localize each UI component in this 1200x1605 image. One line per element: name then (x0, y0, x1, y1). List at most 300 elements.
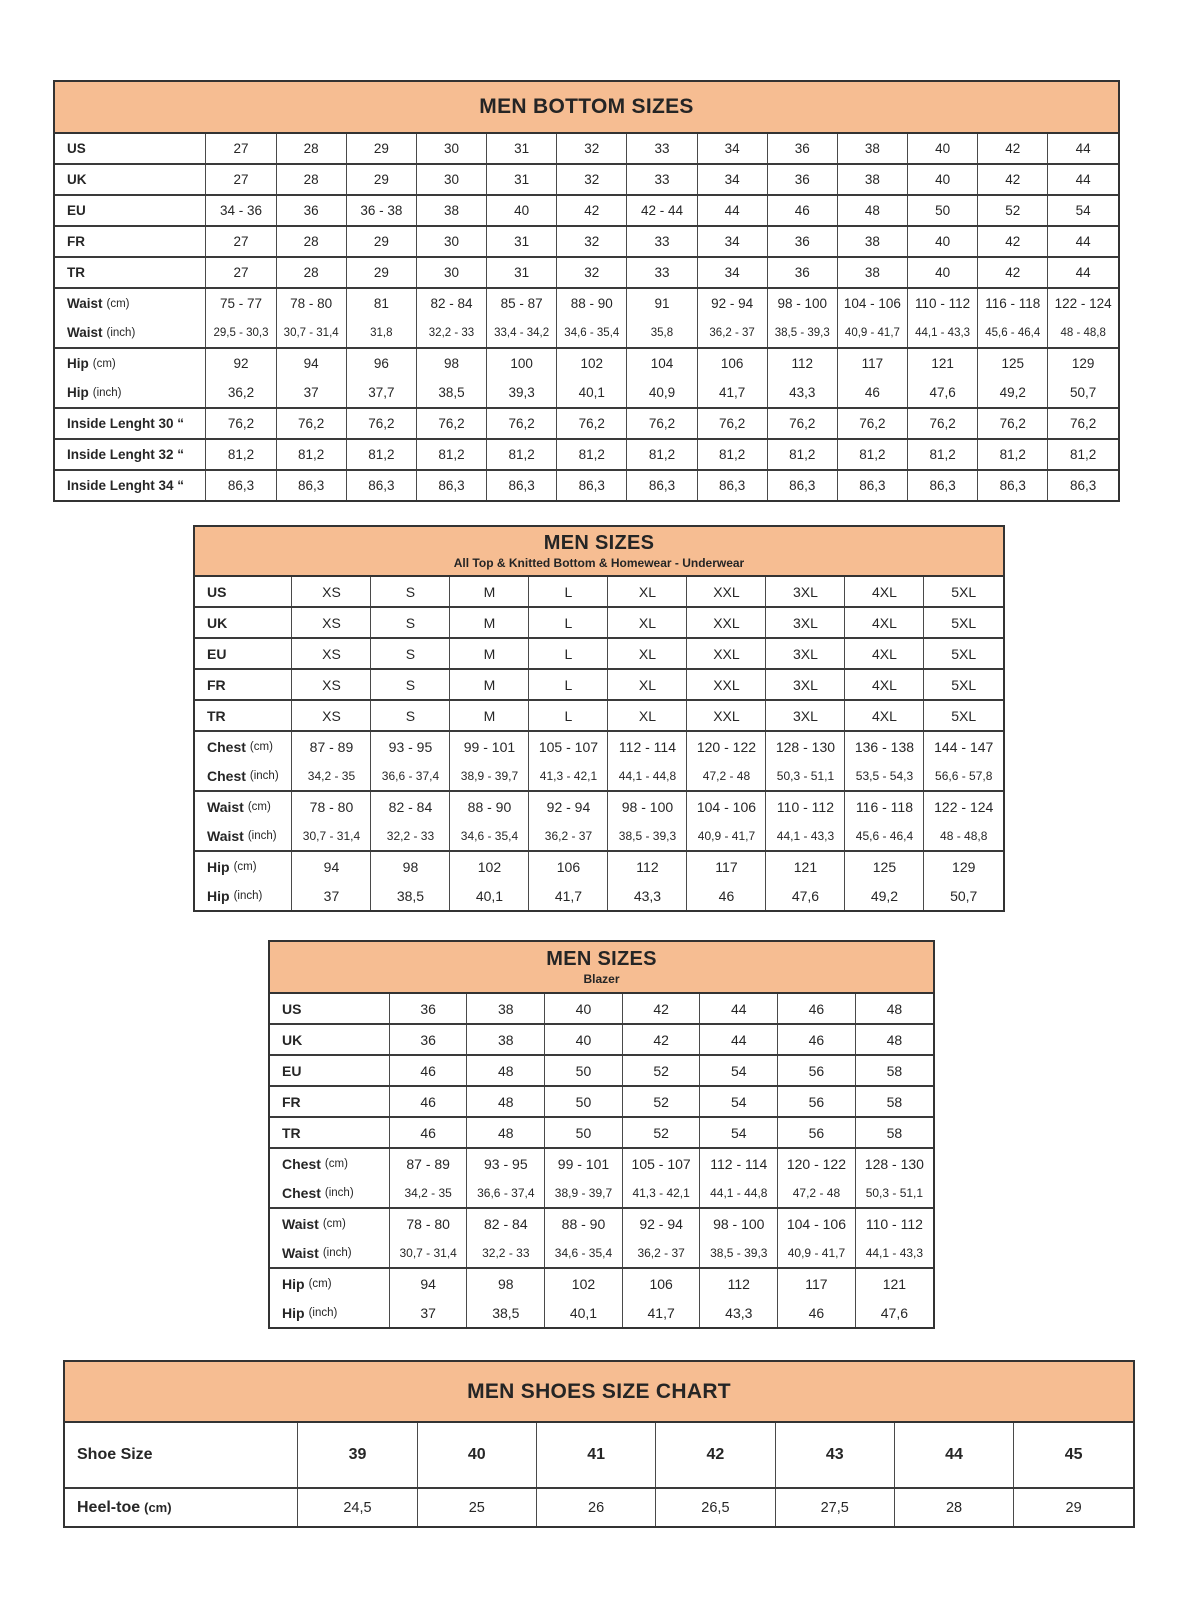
table-cell (608, 791, 687, 851)
table-cell (767, 164, 837, 195)
table-row (55, 470, 1118, 500)
men-blazer-sizes-table (268, 940, 935, 1329)
cell-value: 4XL (871, 676, 897, 693)
cell-value: 40,1 (569, 1304, 598, 1321)
table-cell (855, 1148, 933, 1208)
cell-value: 29 (1065, 1499, 1082, 1516)
row-label-text: Waist (207, 798, 244, 815)
table-cell (416, 257, 486, 288)
table-cell (389, 1208, 467, 1268)
cell-value: 42 (1005, 141, 1021, 156)
table-cell (346, 470, 416, 500)
cell-value: 110 - 112 (865, 1215, 923, 1232)
table-row (55, 134, 1118, 164)
cell-value: 38 (864, 172, 880, 187)
table-cell (978, 195, 1048, 226)
cell-value: 43,3 (725, 1304, 753, 1321)
row-label (55, 195, 206, 226)
row-label (195, 731, 292, 791)
table-row (270, 1086, 933, 1117)
row-label-line (55, 227, 205, 256)
table-cell (855, 1024, 933, 1055)
cell-value: 47,6 (929, 385, 956, 400)
cell-value: 45 (1064, 1446, 1083, 1463)
cell-value: 81,2 (648, 447, 676, 462)
table-header (65, 1362, 1133, 1423)
cell-value: 48 (886, 1000, 903, 1017)
cell-value: M (483, 707, 496, 724)
table-cell (416, 288, 486, 348)
row-label-unit: (inch) (322, 1246, 352, 1259)
row-label-text: US (282, 1000, 302, 1017)
table-row (55, 226, 1118, 257)
table-cell (276, 134, 346, 164)
cell-value: 92 - 94 (711, 296, 754, 311)
table-cell (978, 134, 1048, 164)
cell-value: 34,6 - 35,4 (564, 326, 620, 339)
table-cell (700, 1117, 778, 1148)
row-label (55, 164, 206, 195)
table-cell (346, 439, 416, 470)
cell-value: 76,2 (578, 416, 605, 431)
table-cell (924, 791, 1003, 851)
table-cell (467, 1024, 545, 1055)
cell-value: S (405, 676, 416, 693)
table-cell (346, 288, 416, 348)
table-cell (656, 1488, 775, 1526)
cell-value: 50 (575, 1124, 592, 1141)
cell-value: 38,5 - 39,3 (618, 828, 677, 843)
row-label-text: TR (67, 265, 85, 280)
cell-value: 40 (935, 172, 951, 187)
table-cell (416, 439, 486, 470)
row-label (195, 851, 292, 910)
row-label (270, 1148, 389, 1208)
cell-value: 46 (420, 1093, 436, 1110)
cell-value: 44 (724, 203, 740, 218)
cell-value: 39,3 (508, 385, 535, 400)
table-cell (1048, 226, 1118, 257)
row-label-unit: (cm) (233, 860, 257, 873)
table-cell (766, 700, 845, 731)
cell-value: 58 (886, 1124, 903, 1141)
cell-value: 50 (935, 203, 951, 218)
table-cell (545, 1208, 623, 1268)
cell-value: 44,1 - 43,3 (865, 1245, 924, 1260)
table-cell (298, 1488, 417, 1526)
cell-value: 38 (498, 1000, 514, 1017)
table-cell (627, 164, 697, 195)
row-label-text: Chest (282, 1184, 321, 1201)
row-label-line (55, 196, 205, 225)
cell-value: XS (322, 707, 341, 724)
table-row (55, 195, 1118, 226)
cell-value: 92 (233, 356, 249, 371)
table-cell (545, 1086, 623, 1117)
cell-value: 52 (653, 1093, 669, 1110)
row-label-line (195, 608, 291, 637)
cell-value: 32,2 - 33 (386, 828, 435, 843)
cell-value: 34 (724, 172, 740, 187)
cell-value: 40,1 (578, 385, 605, 400)
cell-value: L (564, 645, 573, 662)
size-grid (65, 1423, 1133, 1526)
table-cell (450, 577, 529, 607)
cell-value: 40 (935, 141, 951, 156)
row-label-text: Chest (282, 1155, 321, 1172)
cell-value: 28 (303, 265, 319, 280)
cell-value: 38,5 - 39,3 (710, 1245, 768, 1260)
table-cell (487, 134, 557, 164)
cell-value: 33 (654, 172, 670, 187)
table-cell (775, 1423, 894, 1488)
cell-value: 105 - 107 (538, 738, 599, 755)
cell-value: 48 (498, 1062, 514, 1079)
table-cell (924, 577, 1003, 607)
cell-value: 99 - 101 (463, 738, 516, 755)
cell-value: 54 (1075, 203, 1091, 218)
cell-value: 117 (861, 356, 884, 371)
cell-value: 36,2 - 37 (709, 326, 755, 339)
cell-value: 76,2 (929, 416, 956, 431)
table-cell (627, 134, 697, 164)
table-cell (687, 700, 766, 731)
size-grid (270, 994, 933, 1327)
cell-value: 81,2 (227, 447, 255, 462)
table-cell (978, 408, 1048, 439)
table-cell (978, 226, 1048, 257)
table-cell (767, 470, 837, 500)
cell-value: 102 (571, 1275, 596, 1292)
row-label-line (270, 1118, 389, 1147)
cell-value: 56 (808, 1124, 825, 1141)
row-label-line (55, 165, 205, 194)
cell-value: 42 (1005, 265, 1021, 280)
cell-value: 30 (443, 141, 459, 156)
table-cell (908, 195, 978, 226)
men-top-sizes-table (193, 525, 1005, 912)
row-label-text: EU (282, 1062, 302, 1079)
table-cell (622, 1117, 700, 1148)
table-row (195, 607, 1003, 638)
table-cell (545, 1024, 623, 1055)
table-cell (371, 669, 450, 700)
row-label-line (195, 821, 291, 850)
table-cell (545, 994, 623, 1024)
table-cell (417, 1488, 536, 1526)
row-label-unit: (cm) (106, 297, 130, 310)
cell-value: 98 - 100 (713, 1215, 765, 1232)
row-label-unit: (cm) (322, 1217, 346, 1230)
table-cell (697, 470, 767, 500)
row-label-line (270, 1298, 389, 1327)
table-row (195, 851, 1003, 910)
row-label-text: TR (207, 707, 226, 724)
cell-value: 50,7 (950, 887, 978, 904)
cell-value: 38 (864, 234, 880, 249)
cell-value: 34,6 - 35,4 (460, 828, 519, 843)
row-label-text: Waist (207, 827, 244, 844)
cell-value: 102 (580, 356, 604, 371)
cell-value: 46 (718, 887, 735, 904)
cell-value: 50,3 - 51,1 (776, 768, 835, 783)
row-label-line (55, 440, 205, 469)
table-cell (700, 1148, 778, 1208)
table-row (270, 1148, 933, 1208)
cell-value: 3XL (792, 707, 818, 724)
table-cell (487, 348, 557, 408)
cell-value: 48 (886, 1031, 903, 1048)
cell-value: 76,2 (438, 416, 465, 431)
table-cell (487, 164, 557, 195)
table-cell (978, 164, 1048, 195)
cell-value: 5XL (951, 645, 977, 662)
cell-value: 94 (420, 1275, 436, 1292)
cell-value: 86,3 (368, 478, 395, 493)
cell-value: 117 (805, 1275, 828, 1292)
table-row (55, 408, 1118, 439)
table-cell (778, 1117, 856, 1148)
cell-value: XL (638, 676, 657, 693)
row-label-text: US (67, 141, 86, 156)
table-cell (1048, 348, 1118, 408)
table-cell (845, 791, 924, 851)
table-cell (450, 791, 529, 851)
cell-value: 81,2 (859, 447, 886, 462)
table-title: MEN SHOES SIZE CHART (467, 1379, 731, 1403)
cell-value: 76,2 (648, 416, 676, 431)
cell-value: 99 - 101 (557, 1155, 610, 1172)
row-label-line (195, 577, 291, 606)
table-cell (346, 195, 416, 226)
cell-value: 82 - 84 (430, 296, 473, 311)
table-cell (450, 607, 529, 638)
table-cell (292, 700, 371, 731)
cell-value: XL (638, 583, 657, 600)
cell-value: 78 - 80 (309, 798, 354, 815)
cell-value: 54 (730, 1093, 747, 1110)
cell-value: 81,2 (508, 447, 535, 462)
table-cell (622, 1208, 700, 1268)
row-label-line (195, 792, 291, 821)
table-cell (292, 577, 371, 607)
cell-value: 53,5 - 54,3 (855, 768, 914, 783)
table-cell (608, 700, 687, 731)
table-cell (700, 1055, 778, 1086)
cell-value: 128 - 130 (775, 738, 836, 755)
table-cell (627, 439, 697, 470)
cell-value: 125 (872, 858, 897, 875)
cell-value: XS (322, 645, 341, 662)
row-label (195, 577, 292, 607)
table-cell (622, 1086, 700, 1117)
cell-value: 43,3 (789, 385, 816, 400)
row-label (195, 791, 292, 851)
cell-value: 98 - 100 (777, 296, 828, 311)
cell-value: 5XL (951, 707, 977, 724)
row-label-line (55, 134, 205, 163)
row-label-unit: (inch) (106, 326, 136, 339)
row-label-unit: (inch) (249, 769, 279, 782)
row-label (55, 439, 206, 470)
table-cell (276, 348, 346, 408)
table-cell (276, 439, 346, 470)
cell-value: 76,2 (368, 416, 395, 431)
cell-value: 28 (945, 1499, 963, 1516)
cell-value: 86,3 (999, 478, 1026, 493)
table-row (65, 1423, 1133, 1488)
table-cell (1048, 195, 1118, 226)
cell-value: 29 (373, 172, 389, 187)
row-label (55, 226, 206, 257)
cell-value: 42 - 44 (640, 203, 683, 218)
cell-value: M (483, 645, 496, 662)
cell-value: 45,6 - 46,4 (985, 326, 1041, 339)
table-cell (1048, 288, 1118, 348)
cell-value: 24,5 (343, 1499, 372, 1516)
cell-value: 46 (808, 1031, 825, 1048)
cell-value: 40 (467, 1446, 486, 1463)
cell-value: 42 (653, 1000, 669, 1017)
cell-value: 82 - 84 (484, 1215, 528, 1232)
table-row (195, 669, 1003, 700)
cell-value: 58 (886, 1093, 903, 1110)
table-cell (622, 1268, 700, 1327)
table-cell (536, 1423, 655, 1488)
cell-value: 29,5 - 30,3 (213, 326, 269, 339)
cell-value: 54 (730, 1124, 747, 1141)
cell-value: 86,3 (859, 478, 886, 493)
table-cell (778, 994, 856, 1024)
row-label-line (270, 994, 389, 1023)
table-row (55, 348, 1118, 408)
cell-value: 42 (584, 203, 600, 218)
cell-value: XXL (713, 645, 740, 662)
table-cell (837, 226, 907, 257)
cell-value: 48 - 48,8 (1060, 326, 1106, 339)
cell-value: 44,1 - 44,8 (618, 768, 677, 783)
table-cell (487, 288, 557, 348)
cell-value: 30 (443, 265, 459, 280)
cell-value: 112 (636, 858, 659, 875)
table-cell (978, 439, 1048, 470)
cell-value: 30,7 - 31,4 (302, 828, 361, 843)
cell-value: XXL (713, 614, 740, 631)
cell-value: 86,3 (578, 478, 605, 493)
cell-value: 46 (794, 203, 810, 218)
table-cell (837, 288, 907, 348)
row-label-text: UK (207, 614, 228, 631)
cell-value: 38 (864, 141, 880, 156)
table-cell (371, 731, 450, 791)
row-label-line (65, 1489, 297, 1526)
cell-value: 36 (420, 1031, 436, 1048)
cell-value: L (564, 583, 573, 600)
table-row (65, 1488, 1133, 1526)
table-cell (206, 408, 276, 439)
cell-value: 38,9 - 39,7 (460, 768, 519, 783)
row-label-line (195, 852, 291, 881)
cell-value: 33 (654, 141, 670, 156)
row-label (65, 1423, 298, 1488)
cell-value: 34,2 - 35 (307, 768, 356, 783)
cell-value: 48 (498, 1124, 514, 1141)
table-cell (416, 470, 486, 500)
table-cell (608, 731, 687, 791)
row-label-unit: (inch) (308, 1306, 338, 1319)
cell-value: 46 (420, 1062, 436, 1079)
table-cell (908, 439, 978, 470)
row-label-text: Hip (67, 356, 89, 371)
cell-value: XS (322, 676, 341, 693)
cell-value: 44,1 - 44,8 (710, 1185, 768, 1200)
table-cell (687, 638, 766, 669)
table-cell (557, 134, 627, 164)
table-cell (292, 607, 371, 638)
cell-value: 31 (514, 172, 530, 187)
row-label (195, 669, 292, 700)
cell-value: 81,2 (298, 447, 325, 462)
size-grid (195, 577, 1003, 910)
table-cell (416, 408, 486, 439)
row-label-line (55, 471, 205, 500)
table-cell (389, 1055, 467, 1086)
cell-value: 104 - 106 (843, 296, 901, 311)
table-cell (1048, 164, 1118, 195)
cell-value: 46 (864, 385, 880, 400)
cell-value: 88 - 90 (467, 798, 512, 815)
table-cell (978, 470, 1048, 500)
table-cell (767, 408, 837, 439)
table-cell (206, 195, 276, 226)
cell-value: S (405, 583, 416, 600)
cell-value: 32 (584, 172, 600, 187)
cell-value: 33 (654, 234, 670, 249)
table-title: MEN BOTTOM SIZES (479, 95, 694, 119)
cell-value: 42 (653, 1031, 669, 1048)
cell-value: 38,5 (492, 1304, 520, 1321)
table-cell (608, 577, 687, 607)
table-cell (766, 638, 845, 669)
cell-value: 98 (498, 1275, 514, 1292)
row-label (270, 1086, 389, 1117)
row-label-text: Hip (207, 887, 230, 904)
cell-value: 86,3 (227, 478, 255, 493)
table-cell (389, 1268, 467, 1327)
table-cell (697, 408, 767, 439)
table-cell (924, 731, 1003, 791)
table-row (270, 1024, 933, 1055)
table-cell (845, 851, 924, 910)
row-label (55, 134, 206, 164)
table-cell (778, 1086, 856, 1117)
cell-value: 44 (1075, 234, 1091, 249)
cell-value: 25 (468, 1499, 485, 1516)
table-cell (545, 1268, 623, 1327)
row-label-unit: (cm) (308, 1277, 332, 1290)
table-cell (276, 288, 346, 348)
cell-value: M (483, 676, 496, 693)
cell-value: 86,3 (718, 478, 746, 493)
cell-value: 42 (1005, 172, 1021, 187)
row-label-text: Heel-toe (77, 1498, 141, 1516)
cell-value: 81,2 (718, 447, 746, 462)
cell-value: 104 - 106 (696, 798, 757, 815)
cell-value: 36 (303, 203, 319, 218)
table-cell (766, 851, 845, 910)
table-cell (346, 164, 416, 195)
table-cell (467, 1055, 545, 1086)
